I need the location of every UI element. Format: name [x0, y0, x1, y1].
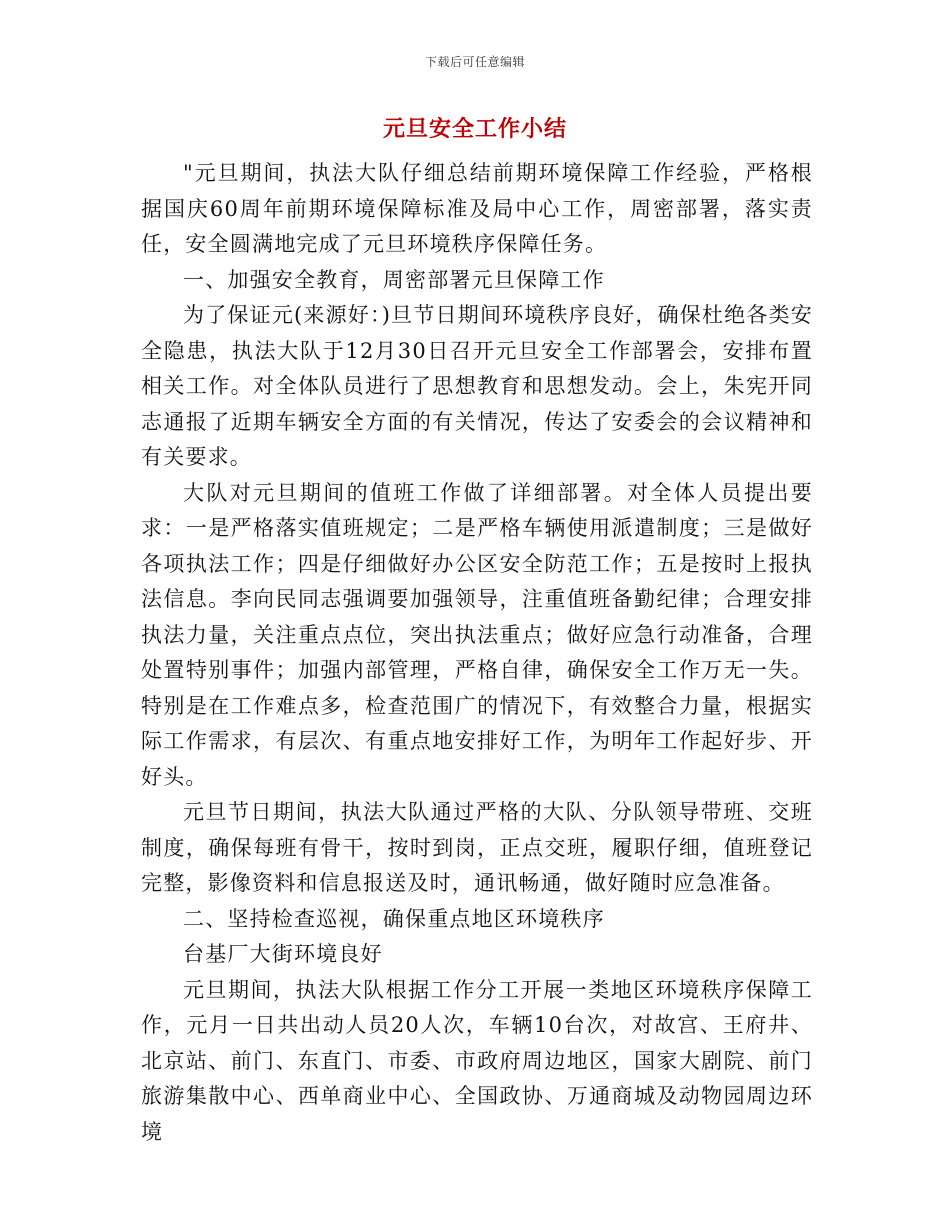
paragraph-duty-arrangement: 大队对元旦期间的值班工作做了详细部署。对全体人员提出要求：一是严格落实值班规定；二是严格车辆使用派遣制度；三是做好各项执法工作；四是仔细做好办公区安全防范工作；五是按时上报执法信息。李向民同志强调要加强领导，注重值班备勤纪律；合理安排执法力量，关注重点点位，突出执法重点；做好应急行动准备，合理处置特别事件；加强内部管理，严格自律，确保安全工作万无一失。特别是在工作难点多，检查范围广的情况下，有效整合力量，根据实际工作需求，有层次、有重点地安排好工作，为明年工作起好步、开好头。 [141, 480, 813, 789]
header-note: 下载后可任意编辑 [424, 55, 525, 69]
section-heading-1: 一、加强安全教育，周密部署元旦保障工作 [183, 267, 605, 292]
paragraph-intro: "元旦期间，执法大队仔细总结前期环境保障工作经验，严格根据国庆60周年前期环境保障标准及局中心工作，周密部署，落实责任，安全圆满地完成了元旦环境秩序保障任务。 [141, 161, 813, 256]
paragraph-patrol: 元旦期间，执法大队根据工作分工开展一类地区环境秩序保障工作，元月一日共出动人员20人次，车辆10台次，对故宫、王府井、北京站、前门、东直门、市委、市政府周边地区，国家大剧院、前门旅游集散中心、西单商业中心、全国政协、万通商城及动物园周边环境 [141, 977, 813, 1144]
sub-heading: 台基厂大街环境良好 [183, 942, 383, 966]
paragraph-holiday-duty: 元旦节日期间，执法大队通过严格的大队、分队领导带班、交班制度，确保每班有骨干，按时到岗，正点交班，履职仔细，值班登记完整，影像资料和信息报送及时，通讯畅通，做好随时应急准备。 [141, 800, 813, 895]
section-heading-2: 二、坚持检查巡视，确保重点地区环境秩序 [183, 906, 605, 931]
document-title: 元旦安全工作小结 [382, 116, 567, 142]
paragraph-meeting: 为了保证元(来源好：)旦节日期间环境秩序良好，确保杜绝各类安全隐患，执法大队于12月30日召开元旦安全工作部署会，安排布置相关工作。对全体队员进行了思想教育和思想发动。会上，朱宪开同志通报了近期车辆安全方面的有关情况，传达了安委会的会议精神和有关要求。 [141, 303, 813, 469]
document-body [141, 156, 813, 1150]
